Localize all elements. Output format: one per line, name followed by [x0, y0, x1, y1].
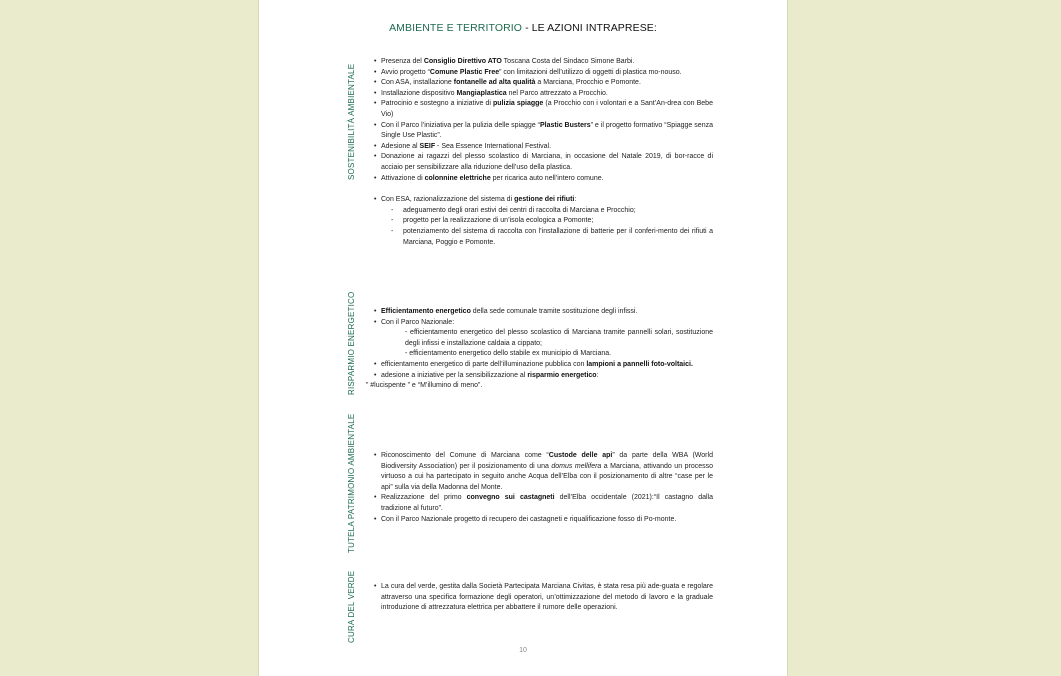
- list-item: • Avvio progetto “Comune Plastic Free” con limitazioni dell’utilizzo di oggetti di plastica mo-nouso.: [373, 68, 713, 79]
- section-verde: [373, 582, 713, 614]
- list-item: • Realizzazione del primo convegno sui castagneti dell’Elba occidentale (2021):“Il castagno dalla tradizione al futuro”.: [373, 493, 713, 514]
- list-item: • Con il Parco Nazionale progetto di recupero dei castagneti e riqualificazione fosso di Po-monte.: [373, 515, 713, 526]
- list-item: • Con ASA, installazione fontanelle ad alta qualità a Marciana, Procchio e Pomonte.: [373, 78, 713, 89]
- page-title: [259, 22, 787, 34]
- sub-item: - potenziamento del sistema di raccolta con l’installazione di batterie per il conferi-mento dei rifiuti a Marciana, Poggio e Pomonte.: [381, 227, 713, 248]
- title-sep: -: [522, 22, 532, 34]
- list-item: • Installazione dispositivo Mangiaplastica nel Parco attrezzato a Procchio.: [373, 89, 713, 100]
- section-tutela: [373, 451, 713, 525]
- list-item: • Donazione ai ragazzi del plesso scolastico di Marciana, in occasione del Natale 2019, di bor-racce di acciaio per sensibilizzare alla riduzione dell’uso della plastica.: [373, 152, 713, 173]
- list-item: • adesione a iniziative per la sensibilizzazione al risparmio energetico:: [373, 371, 713, 382]
- risparmio-tail: ” #lucispente ” e “M’illumino di meno”.: [366, 382, 483, 390]
- sub-item: - efficientamento energetico del plesso scolastico di Marciana tramite pannelli solari, sostituzione degli infissi e installazione caldaia a cippato;: [405, 329, 713, 347]
- list-item: • Efficientamento energetico della sede comunale tramite sostituzione degli infissi.: [373, 307, 713, 318]
- rifiuti-list: [373, 195, 713, 248]
- document-page: AMBIENTE E TERRITORIO - LE AZIONI INTRAPRESE: SOSTENIBILITÀ AMBIENTALE • Presenza del Consiglio Direttivo ATO Toscana Costa del Sindaco Simone Barbi. • Avvio progetto “Comune Plastic Free” con limitazioni dell’utilizzo di oggetti di plastica mo-nouso. • Con ASA, installazione fontanelle ad alta qualità a Marciana, Procchio e Pomonte. • Installazione dispositivo Mangiaplastica nel Parco attrezzato a Procchio. • Patrocinio e sostegno a iniziative di pulizia spiagge (a Procchio con i volontari e a Sant’An-drea con Bebe Vio) • Con il Parco l’iniziativa per la pulizia delle spiagge “Plastic Busters” e il progetto formativo “Spiagge senza Single Use Plastic”. • Adesione al SEIF - Sea Essence International Festival. • Donazione ai ragazzi del plesso scolastico di Marciana, in occasione del Natale 2019, di bor-racce di acciaio per sensibilizzare alla riduzione dell’uso della plastica. • Attivazione di colonnine elettriche per ricarica auto nell’intero comune. • Con ESA, razionalizzazione del sistema di gestione dei rifiuti: - adeguamento degli orari estivi dei centri di raccolta di Marciana e Procchio; - progetto per la realizzazione di un’isola ecologica a Pomonte; - potenziamento del sistema di raccolta con l’installazione di batterie per il conferi-mento dei rifiuti a Marciana, Poggio e Pomonte. RISPARMIO ENERGETICO • Efficientamento energetico della sede comunale tramite sostituzione degli infissi. • Con il Parco Nazionale: - efficientamento energetico del plesso scolastico di Marciana tramite pannelli solari, sostituzione degli infissi e installazione caldaia a cippato; - efficientamento energetico dello stabile ex municipio di Marciana. • efficientamento energetico di parte dell’illuminazione pubblica con lampioni a pannelli foto-voltaici. • adesione a iniziative per la sensibilizzazione al risparmio energetico: ” #lucispente ” e “M’illumino di meno”. TUTELA PATRIMONIO AMBIENTALE • Riconoscimento del Comune di Marciana come “Custode delle api” da parte della WBA (World Biodiversity Association) per il posizionamento di una domus mellifera a Marciana, attivando un processo virtuoso a cui ha partecipato in seguito anche Acqua dell’Elba con il posizionamento di altre “case per le api” sulla via della Madonna del Monte. • Realizzazione del primo convegno sui castagneti dell’Elba occidentale (2021):“Il castagno dalla tradizione al futuro”. • Con il Parco Nazionale progetto di recupero dei castagneti e riqualificazione fosso di Po-monte. CURA DEL VERDE • La cura del verde, gestita dalla Società Partecipata Marciana Civitas, è stata resa più ade-guata e regolare attraverso una specifica formazione degli operatori, un’ottimizzazione del metodo di lavoro e la graduale introduzione di attrezzatura elettrica per abbattere il rumore delle operazioni. 10: [258, 0, 788, 676]
- list-item: • efficientamento energetico di parte dell’illuminazione pubblica con lampioni a pannelli foto-voltaici.: [373, 360, 713, 371]
- sub-item: - progetto per la realizzazione di un’isola ecologica a Pomonte;: [381, 216, 713, 227]
- title-dark: LE AZIONI INTRAPRESE:: [531, 22, 657, 34]
- list-item: • Con il Parco Nazionale:: [373, 318, 713, 329]
- list-item: • Presenza del Consiglio Direttivo ATO Toscana Costa del Sindaco Simone Barbi.: [373, 57, 713, 68]
- sostenibilita-list: [373, 57, 713, 184]
- list-item: • Con il Parco l’iniziativa per la pulizia delle spiagge “Plastic Busters” e il progetto formativo “Spiagge senza Single Use Plastic”.: [373, 121, 713, 142]
- list-item: • Riconoscimento del Comune di Marciana come “Custode delle api” da parte della WBA (World Biodiversity Association) per il posizionamento di una domus mellifera a Marciana, attivando un processo virtuoso a cui ha partecipato in seguito anche Acqua dell’Elba con il posizionamento di altre “case per le api” sulla via della Madonna del Monte.: [373, 451, 713, 493]
- list-item: • Attivazione di colonnine elettriche per ricarica auto nell’intero comune.: [373, 174, 713, 185]
- section-risparmio: [366, 307, 713, 392]
- list-item: • Con ESA, razionalizzazione del sistema di gestione dei rifiuti:: [373, 195, 713, 206]
- list-item: • Patrocinio e sostegno a iniziative di pulizia spiagge (a Procchio con i volontari e a Sant’An-drea con Bebe Vio): [373, 99, 713, 120]
- section-sostenibilita: [373, 57, 713, 248]
- page-number: 10: [519, 647, 527, 654]
- sub-item: - efficientamento energetico dello stabile ex municipio di Marciana.: [405, 350, 612, 358]
- title-green: AMBIENTE E TERRITORIO: [389, 22, 523, 34]
- sub-item: - adeguamento degli orari estivi dei centri di raccolta di Marciana e Procchio;: [381, 206, 713, 217]
- list-item: • La cura del verde, gestita dalla Società Partecipata Marciana Civitas, è stata resa più ade-guata e regolare attraverso una specifica formazione degli operatori, un’ottimizzazione del metodo di lavoro e la graduale introduzione di attrezzatura elettrica per abbattere il rumore delle operazioni.: [373, 582, 713, 614]
- list-item: • Adesione al SEIF - Sea Essence International Festival.: [373, 142, 713, 153]
